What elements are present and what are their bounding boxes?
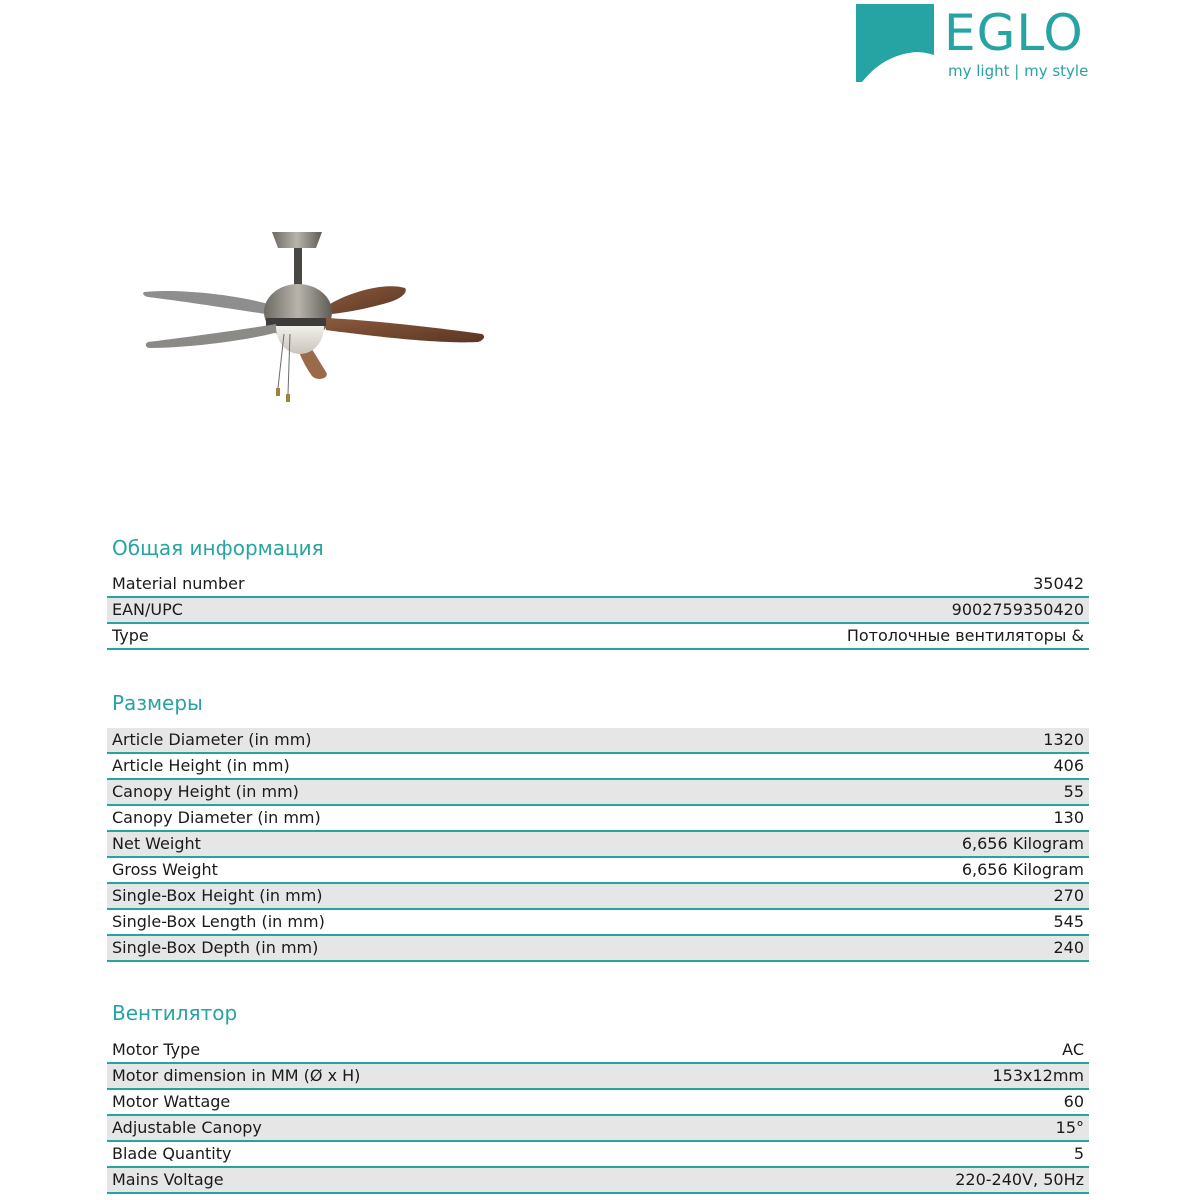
- row-value: 15°: [1055, 1118, 1084, 1137]
- row-label: Motor Type: [112, 1040, 201, 1059]
- table-row: [107, 858, 1089, 884]
- row-value: 6,656 Kilogram: [961, 860, 1084, 879]
- row-label: Blade Quantity: [112, 1144, 232, 1163]
- brand-tagline: my light | my style: [948, 62, 1089, 80]
- table-row: [107, 728, 1089, 754]
- row-value: 6,656 Kilogram: [961, 834, 1084, 853]
- row-label: Gross Weight: [112, 860, 218, 879]
- row-label: Motor dimension in MM (Ø x H): [112, 1066, 361, 1085]
- row-value: 35042: [1033, 574, 1084, 593]
- row-label: Article Diameter (in mm): [112, 730, 312, 749]
- row-value: 240: [1053, 938, 1084, 957]
- row-value: 1320: [1043, 730, 1084, 749]
- eglo-logo: [856, 4, 1096, 86]
- section-title-dimensions: Размеры: [112, 691, 203, 715]
- row-label: Single-Box Depth (in mm): [112, 938, 319, 957]
- table-row: [107, 754, 1089, 780]
- table-row: [107, 936, 1089, 962]
- row-value: Потолочные вентиляторы &: [846, 626, 1084, 645]
- row-label: Mains Voltage: [112, 1170, 224, 1189]
- table-row: [107, 1142, 1089, 1168]
- row-label: Type: [112, 626, 149, 645]
- table-row: [107, 1090, 1089, 1116]
- section-title-general: Общая информация: [112, 536, 324, 560]
- row-value: 5: [1073, 1144, 1084, 1163]
- table-row: [107, 1064, 1089, 1090]
- row-label: EAN/UPC: [112, 600, 183, 619]
- row-label: Adjustable Canopy: [112, 1118, 262, 1137]
- table-row: [107, 572, 1089, 598]
- eglo-logo-mark-icon: [856, 4, 934, 82]
- brand-name: EGLO: [944, 4, 1084, 62]
- table-row: [107, 1168, 1089, 1194]
- row-label: Single-Box Height (in mm): [112, 886, 323, 905]
- table-row: [107, 624, 1089, 650]
- row-label: Canopy Diameter (in mm): [112, 808, 321, 827]
- row-label: Article Height (in mm): [112, 756, 290, 775]
- table-row: [107, 1116, 1089, 1142]
- table-row: [107, 780, 1089, 806]
- section-title-fan: Вентилятор: [112, 1001, 238, 1025]
- row-value: 220-240V, 50Hz: [955, 1170, 1084, 1189]
- row-label: Single-Box Length (in mm): [112, 912, 325, 931]
- row-value: 406: [1053, 756, 1084, 775]
- table-row: [107, 884, 1089, 910]
- row-value: 60: [1063, 1092, 1084, 1111]
- table-row: [107, 910, 1089, 936]
- row-value: 55: [1063, 782, 1084, 801]
- row-label: Motor Wattage: [112, 1092, 231, 1111]
- table-general: [107, 572, 1089, 650]
- table-row: [107, 1038, 1089, 1064]
- row-value: 270: [1053, 886, 1084, 905]
- table-fan: [107, 1038, 1089, 1194]
- table-row: [107, 598, 1089, 624]
- row-label: Net Weight: [112, 834, 201, 853]
- row-value: AC: [1062, 1040, 1084, 1059]
- row-value: 545: [1053, 912, 1084, 931]
- row-label: Material number: [112, 574, 245, 593]
- table-row: [107, 806, 1089, 832]
- row-label: Canopy Height (in mm): [112, 782, 299, 801]
- table-row: [107, 832, 1089, 858]
- row-value: 153x12mm: [992, 1066, 1084, 1085]
- table-dimensions: [107, 728, 1089, 962]
- row-value: 130: [1053, 808, 1084, 827]
- row-value: 9002759350420: [951, 600, 1084, 619]
- ceiling-fan-product-image: [140, 222, 490, 412]
